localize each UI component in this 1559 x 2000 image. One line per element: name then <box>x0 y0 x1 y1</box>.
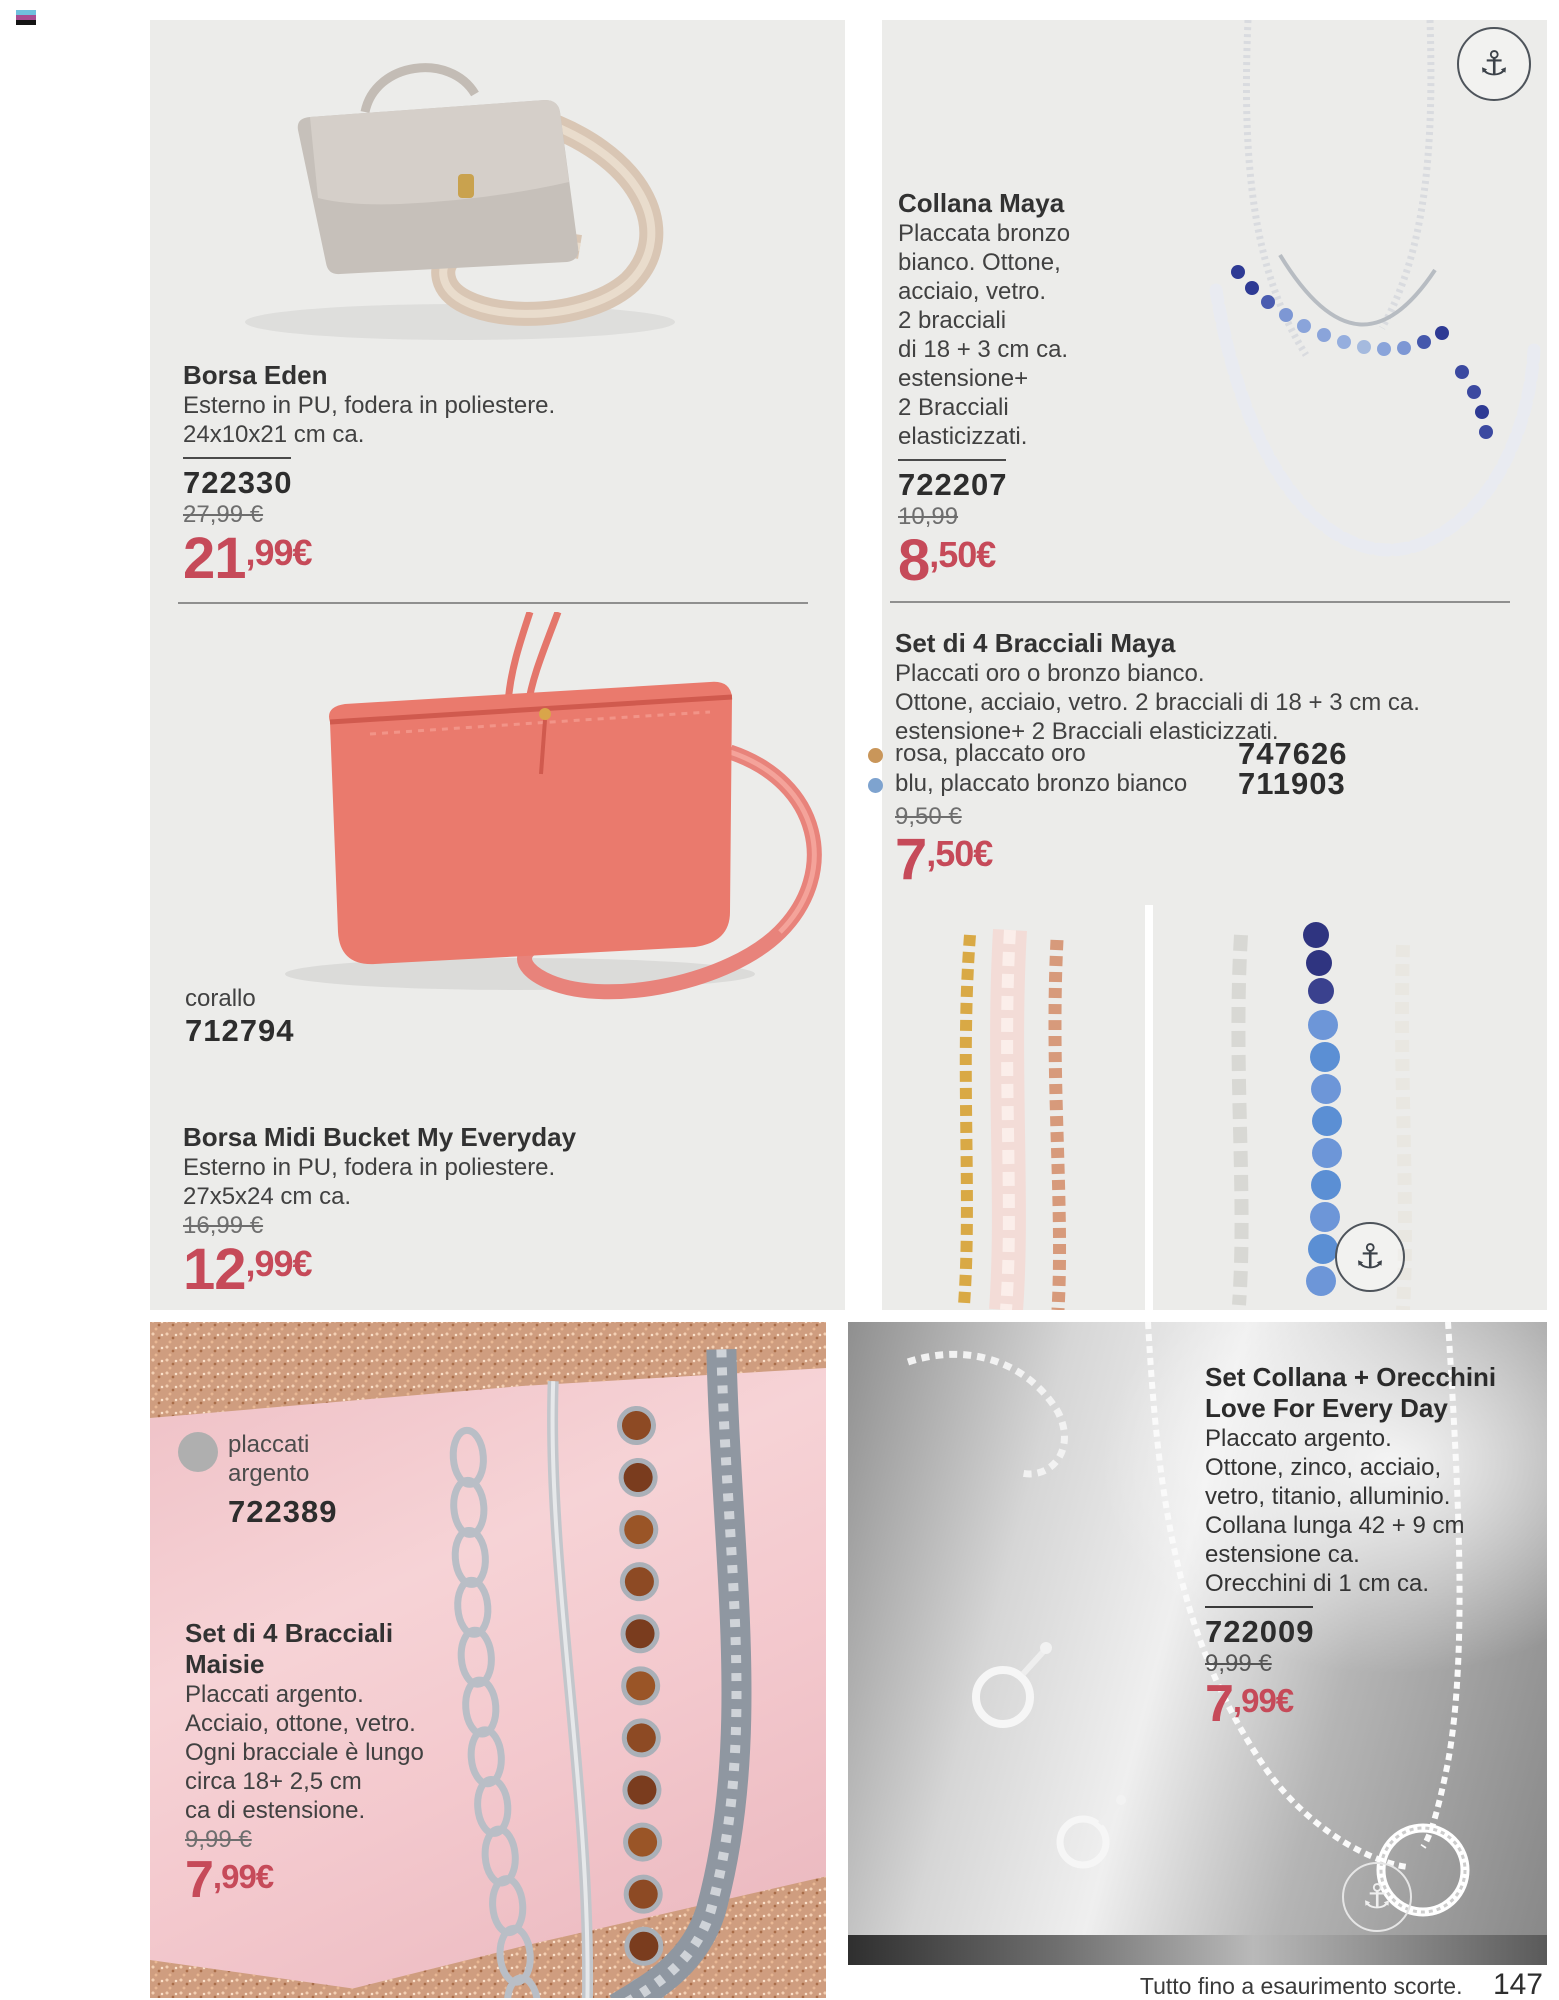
product-code: 722330 <box>183 465 293 500</box>
sale-price: 7 ,99€ <box>1205 1675 1294 1733</box>
description-line: ca di estensione. <box>185 1797 366 1824</box>
description-line: Ottone, acciaio, vetro. 2 bracciali di 18 + 3 cm ca. <box>895 689 1420 716</box>
product-name: Borsa Eden <box>183 360 328 390</box>
description-line: bianco. Ottone, <box>898 249 1061 276</box>
description-line: Ottone, zinco, acciaio, <box>1205 1454 1442 1481</box>
product-code: 722207 <box>898 467 1008 502</box>
description-line: circa 18+ 2,5 cm <box>185 1768 362 1795</box>
old-price: 9,99 € <box>1205 1650 1272 1677</box>
love-for-every-day-photo <box>848 1322 1547 1965</box>
anchor-stamp-icon: ⚓ <box>1457 27 1531 101</box>
old-price: 10,99 <box>898 503 959 530</box>
coral-handbag-photo <box>190 612 845 1012</box>
product-code: 722009 <box>1205 1614 1315 1649</box>
old-price: 27,99 € <box>183 501 264 528</box>
description-line: Placcato argento. <box>1205 1425 1392 1452</box>
variant-argento <box>228 1430 337 1529</box>
variant-code: 712794 <box>185 1013 295 1048</box>
code-rule <box>1205 1606 1313 1608</box>
description-line: estensione ca. <box>1205 1541 1360 1568</box>
maya-necklace-photo <box>1130 20 1547 632</box>
code-rule <box>898 459 1006 461</box>
section-divider <box>178 602 808 604</box>
old-price: 9,50 € <box>895 803 962 830</box>
description-line: Placcati argento. <box>185 1681 364 1708</box>
description-line: di 18 + 3 cm ca. <box>898 336 1069 363</box>
product-name: Set di 4 Bracciali <box>185 1618 394 1648</box>
variant-code: 722389 <box>228 1494 338 1529</box>
description-line: Placcati oro o bronzo bianco. <box>895 660 1205 687</box>
sale-price: 8 ,50€ <box>898 528 996 593</box>
anchor-stamp-icon: ⚓ <box>1335 1222 1405 1292</box>
sale-price: 12 ,99€ <box>183 1237 312 1302</box>
description-line: 24x10x21 cm ca. <box>183 421 365 448</box>
description-line: 2 Bracciali <box>898 394 1009 421</box>
product-bracciali-maya <box>895 628 1420 746</box>
variant-list <box>868 736 1488 801</box>
description-line: estensione+ 2 Bracciali elasticizzati. <box>895 718 1279 745</box>
sale-price: 7 ,50€ <box>895 827 993 892</box>
code-rule <box>183 457 291 459</box>
product-name: Set di 4 Bracciali Maya <box>895 628 1176 658</box>
photo-bottom-shadow-bar <box>848 1935 1547 1965</box>
variant-label: rosa, placcato oro <box>895 740 1086 767</box>
description-line: Collana lunga 42 + 9 cm <box>1205 1512 1465 1539</box>
product-name: Set Collana + Orecchini <box>1205 1362 1497 1392</box>
description-line: Acciaio, ottone, vetro. <box>185 1710 416 1737</box>
variant-label: blu, placcato bronzo bianco <box>895 770 1188 797</box>
old-price: 9,99 € <box>185 1826 252 1853</box>
product-borsa-midi <box>183 1122 577 1302</box>
description-line: Orecchini di 1 cm ca. <box>1205 1570 1430 1597</box>
silver-color-dot-icon <box>178 1432 218 1472</box>
product-bracciali-maisie <box>185 1618 424 1909</box>
description-line: estensione+ <box>898 365 1029 392</box>
product-borsa-eden <box>183 360 556 591</box>
variant-row-blu <box>868 766 1488 801</box>
description-line: Esterno in PU, fodera in poliestere. <box>183 392 556 419</box>
product-collana-maya <box>898 188 1071 593</box>
description-line: Ogni bracciale è lungo <box>185 1739 424 1766</box>
variant-label: corallo <box>185 985 256 1012</box>
description-line: Placcata bronzo <box>898 220 1071 247</box>
product-name: Collana Maya <box>898 188 1065 218</box>
description-line: vetro, titanio, alluminio. <box>1205 1483 1451 1510</box>
bracciali-maya-prices <box>895 802 993 892</box>
variant-corallo <box>185 984 294 1048</box>
gray-handbag-photo <box>160 22 700 362</box>
product-set-collana <box>1205 1362 1497 1733</box>
sale-price: 7 ,99€ <box>185 1851 274 1909</box>
description-line: 27x5x24 cm ca. <box>183 1183 352 1210</box>
reg-bar-black <box>16 20 36 25</box>
variant-code: 711903 <box>1238 766 1346 801</box>
page-footer <box>0 1968 1543 2000</box>
gold-color-dot-icon <box>868 748 883 763</box>
page-number: 147 <box>1492 1968 1543 2000</box>
variant-code: 747626 <box>1238 736 1348 771</box>
anchor-stamp-icon: ⚓ <box>1342 1862 1412 1932</box>
description-line: elasticizzati. <box>898 423 1028 450</box>
variant-label: argento <box>228 1460 310 1487</box>
old-price: 16,99 € <box>183 1212 264 1239</box>
description-line: 2 bracciali <box>898 307 1007 334</box>
variant-row-rosa <box>868 736 1488 771</box>
product-name: Borsa Midi Bucket My Everyday <box>183 1122 577 1152</box>
section-divider <box>890 601 1510 603</box>
sale-price: 21 ,99€ <box>183 526 312 591</box>
variant-label: placcati <box>228 1431 310 1458</box>
bracelets-gold-illustration <box>882 905 1145 1310</box>
product-name: Maisie <box>185 1649 265 1679</box>
print-registration-mark <box>16 10 36 25</box>
maisie-bracelets-photo <box>150 1322 826 1998</box>
description-line: Esterno in PU, fodera in poliestere. <box>183 1154 556 1181</box>
description-line: acciaio, vetro. <box>898 278 1047 305</box>
blue-color-dot-icon <box>868 778 883 793</box>
product-name: Love For Every Day <box>1205 1393 1448 1423</box>
blue-bead-strand <box>1231 265 1493 439</box>
blue-crystal-bracelet <box>1303 922 1342 1296</box>
footer-note: Tutto fino a esaurimento scorte. <box>1139 1973 1463 1999</box>
